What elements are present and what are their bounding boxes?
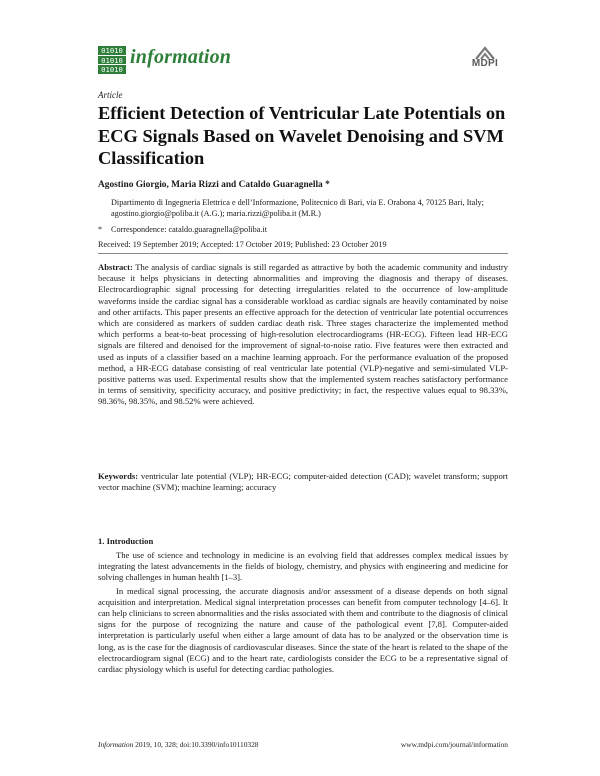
article-type: Article (98, 90, 123, 100)
journal-logo (98, 46, 126, 74)
abstract-text: The analysis of cardiac signals is still regarded as attractive by both the academic community and industry because it helps physicians in detecting abnormalities and improving the diagnosis and therapy of diseases. Electrocardiographic signal processing for detecting irregularities related to the occurrence of low-amplitude waveforms inside the cardiac signal has a considerable workload as cardiac signals are heavily contaminated by noise and other artifacts. This paper presents an effective approach for the detection of ventricular late potential occurrences which are considered as markers of sudden cardiac death risk. Three stages characterize the implemented method which performs a beat-to-beat processing of high-resolution electrocardiograms (HR-ECG). Fifteen lead HR-ECG signals are filtered and denoised for the improvement of signal-to-noise ratio. Five features were then extracted and used as inputs of a classifier based on a machine learning approach. For the performance evaluation of the proposed method, a HR-ECG database consisting of real ventricular late potential (VLP)-negative and semi-simulated VLP-positive patterns was used. Experimental results show that the implemented system reaches satisfactory performance in terms of sensitivity, specificity accuracy, and positive predictivity; in fact, the respective values equal to 98.33%, 98.36%, 98.35%, and 98.52% were achieved. (98, 262, 508, 407)
author-list: Agostino Giorgio, Maria Rizzi and Cataldo Guaragnella * (98, 180, 330, 190)
keywords-label: Keywords: (98, 471, 139, 481)
publisher-logo (466, 46, 504, 69)
affiliation (98, 197, 508, 220)
citation-details: 2019, 10, 328; doi:10.3390/info10110328 (135, 740, 259, 749)
keywords (98, 471, 508, 493)
logo-bits-row: 01010 (98, 46, 126, 55)
divider (98, 253, 508, 254)
logo-bits-row: 01010 (98, 56, 126, 65)
paragraph: In medical signal processing, the accurate diagnosis and/or assessment of a disease depends on both signal acquisition and interpretation. Medical signal interpretation processes can benefit from computer technology [4–6]. It can help clinicians to screen abnormalities and the risks associated with them and contribute to the diagnosis of clinical signs for the purpose of recognizing the nature and cause of the pathological event [7,8]. Computer-aided interpretation is particularly useful when either a large amount of data has to be analyzed or the observation time is long, as is the case for the diagnosis of cardiovascular diseases. Since the state of the heart is related to the shape of the electrocardiogram signal (ECG) and to the heart rate, cardiologists consider the ECG to be a representative signal of cardiac physiology which is useful for detecting cardiac pathologies. (98, 585, 508, 675)
correspondence-marker: * (98, 225, 103, 234)
correspondence-text: Correspondence: cataldo.guaragnella@poliba.it (111, 225, 267, 234)
abstract (98, 262, 508, 408)
keywords-text: ventricular late potential (VLP); HR-ECG; computer-aided detection (CAD); wavelet transform; support vector machine (SVM); machine learning; accuracy (98, 471, 508, 493)
page-footer (98, 740, 508, 749)
journal-name: information (130, 46, 232, 68)
paper-title: Efficient Detection of Ventricular Late Potentials on ECG Signals Based on Wavelet Denoising and SVM Classification (98, 103, 506, 168)
logo-bits-row: 01010 (98, 65, 126, 74)
publication-dates: Received: 19 September 2019; Accepted: 17 October 2019; Published: 23 October 2019 (98, 240, 387, 249)
paragraph: The use of science and technology in medicine is an evolving field that addresses complex medical issues by integrating the latest advancements in the fields of biology, chemistry, and physics with engineering and medicine for solving challenges in human health [1–3]. (98, 550, 508, 583)
mdpi-icon (474, 46, 496, 60)
publisher-name: MDPI (471, 58, 499, 69)
section-body (98, 550, 508, 677)
section-heading: 1. Introduction (98, 536, 154, 546)
abstract-label: Abstract: (98, 262, 133, 272)
citation (98, 740, 259, 749)
affiliation-text: Dipartimento di Ingegneria Elettrica e dell’Informazione, Politecnico di Bari, via E. Orabona 4, 70125 Bari, Italy; agostino.giorgio@poliba.it (A.G.); maria.rizzi@poliba.it (M.R.) (111, 198, 484, 219)
correspondence (98, 225, 267, 234)
citation-journal: Information (98, 740, 134, 749)
journal-url[interactable]: www.mdpi.com/journal/information (400, 740, 508, 749)
